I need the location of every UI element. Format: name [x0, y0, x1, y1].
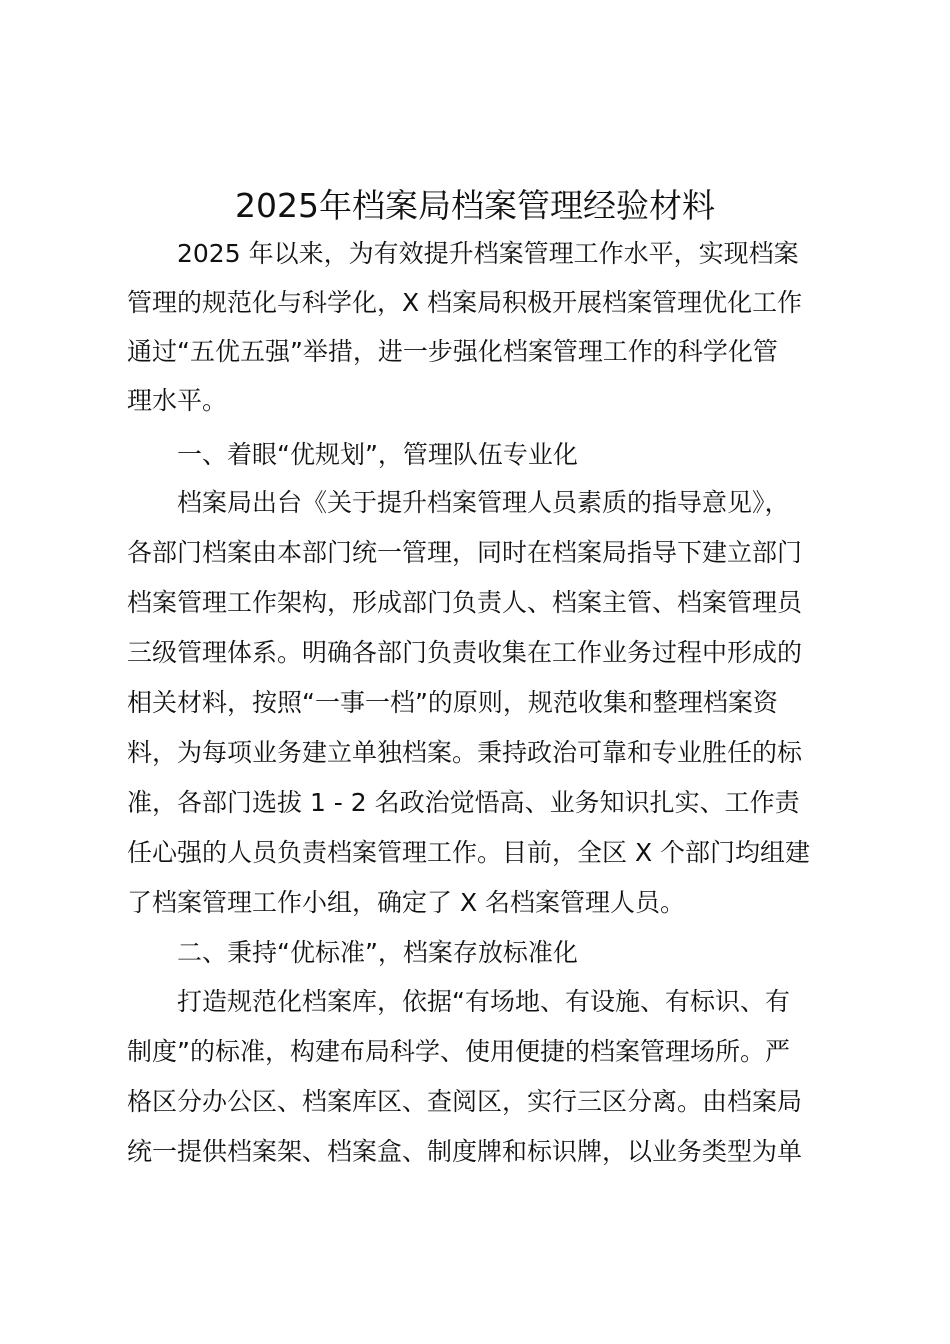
paragraph-line: 档案局出台《关于提升档案管理人员素质的指导意见》，: [177, 488, 790, 517]
paragraph-line: 理水平。: [127, 386, 228, 415]
paragraph-line: 各部门档案由本部门统一管理，同时在档案局指导下建立部门: [127, 538, 803, 567]
paragraph-line: 相关材料，按照“一事一档”的原则，规范收集和整理档案资: [127, 688, 778, 717]
paragraph-line: 档案管理工作架构，形成部门负责人、档案主管、档案管理员: [127, 588, 803, 617]
paragraph-line: 打造规范化档案库，依据“有场地、有设施、有标识、有: [177, 987, 790, 1016]
paragraph-line: 通过“五优五强”举措，进一步强化档案管理工作的科学化管: [127, 337, 778, 366]
paragraph-line: 任心强的人员负责档案管理工作。目前，全区 X 个部门均组建: [127, 838, 811, 867]
paragraph-line: 料，为每项业务建立单独档案。秉持政治可靠和专业胜任的标: [127, 738, 803, 767]
document-title: 2025年档案局档案管理经验材料: [235, 186, 715, 225]
paragraph-line: 三级管理体系。明确各部门负责收集在工作业务过程中形成的: [127, 638, 803, 667]
paragraph-line: 准，各部门选拔 1 - 2 名政治觉悟高、业务知识扎实、工作责: [127, 788, 800, 817]
paragraph-line: 了档案管理工作小组，确定了 X 名档案管理人员。: [127, 888, 686, 917]
section-heading: 二、秉持“优标准”，档案存放标准化: [177, 938, 578, 967]
paragraph-line: 2025 年以来，为有效提升档案管理工作水平，实现档案: [177, 239, 799, 268]
paragraph-line: 统一提供档案架、档案盒、制度牌和标识牌，以业务类型为单: [127, 1137, 803, 1166]
section-heading: 一、着眼“优规划”，管理队伍专业化: [177, 440, 578, 469]
paragraph-line: 管理的规范化与科学化，X 档案局积极开展档案管理优化工作: [127, 288, 803, 317]
paragraph-line: 制度”的标准，构建布局科学、使用便捷的档案管理场所。严: [127, 1037, 790, 1066]
paragraph-line: 格区分办公区、档案库区、查阅区，实行三区分离。由档案局: [127, 1087, 803, 1116]
